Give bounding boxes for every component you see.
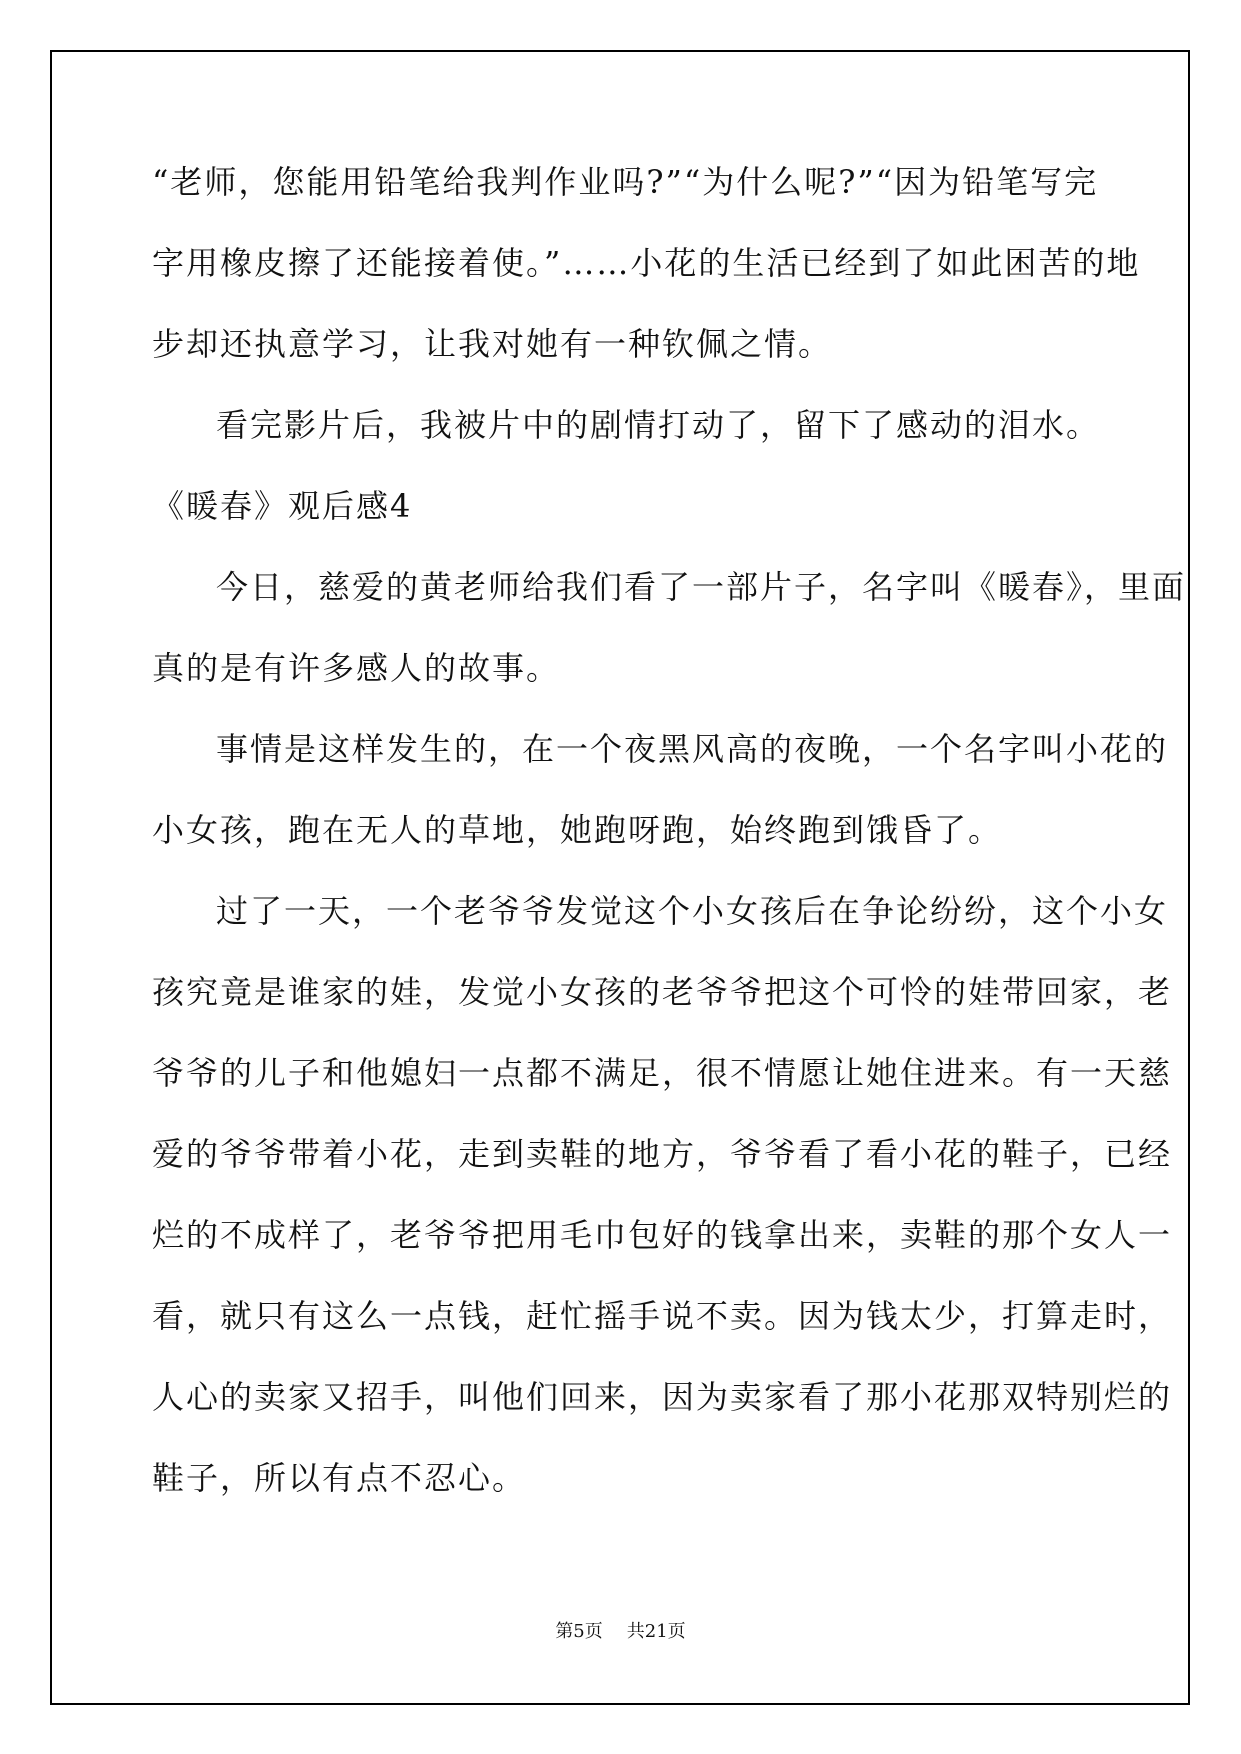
text-line: 真的是有许多感人的故事。 [152, 649, 561, 687]
text-line: 看，就只有这么一点钱，赶忙摇手说不卖。因为钱太少，打算走时， [152, 1297, 1173, 1335]
text-line: 小女孩，跑在无人的草地，她跑呀跑，始终跑到饿昏了。 [152, 811, 1003, 849]
page-number: 第5页 [555, 1621, 603, 1642]
document-body [152, 160, 1187, 1537]
text-line: 烂的不成样了，老爷爷把用毛巾包好的钱拿出来，卖鞋的那个女人一 [152, 1216, 1173, 1254]
text-line: 爷爷的儿子和他媳妇一点都不满足，很不情愿让她住进来。有一天慈 [152, 1054, 1173, 1092]
text-line: “老师，您能用铅笔给我判作业吗?”“为什么呢?”“因为铅笔写完 [152, 163, 1099, 201]
text-line: 爱的爷爷带着小花，走到卖鞋的地方，爷爷看了看小花的鞋子，已经 [152, 1135, 1173, 1173]
text-line: 鞋子，所以有点不忍心。 [152, 1459, 527, 1497]
text-line: 字用橡皮擦了还能接着使。”……小花的生活已经到了如此困苦的地 [152, 244, 1141, 282]
text-line: 步却还执意学习，让我对她有一种钦佩之情。 [152, 325, 833, 363]
section-heading: 《暖春》观后感4 [152, 487, 413, 525]
page-total: 共21页 [626, 1621, 686, 1642]
text-line: 人心的卖家又招手，叫他们回来，因为卖家看了那小花那双特别烂的 [152, 1378, 1173, 1416]
text-line: 过了一天，一个老爷爷发觉这个小女孩后在争论纷纷，这个小女 [216, 892, 1169, 930]
text-line: 看完影片后，我被片中的剧情打动了，留下了感动的泪水。 [216, 406, 1101, 444]
text-line: 孩究竟是谁家的娃，发觉小女孩的老爷爷把这个可怜的娃带回家，老 [152, 973, 1173, 1011]
page-footer [0, 1620, 1241, 1644]
text-line: 今日，慈爱的黄老师给我们看了一部片子，名字叫《暖春》，里面 [216, 568, 1187, 606]
text-line: 事情是这样发生的，在一个夜黑风高的夜晚，一个名字叫小花的 [216, 730, 1169, 768]
